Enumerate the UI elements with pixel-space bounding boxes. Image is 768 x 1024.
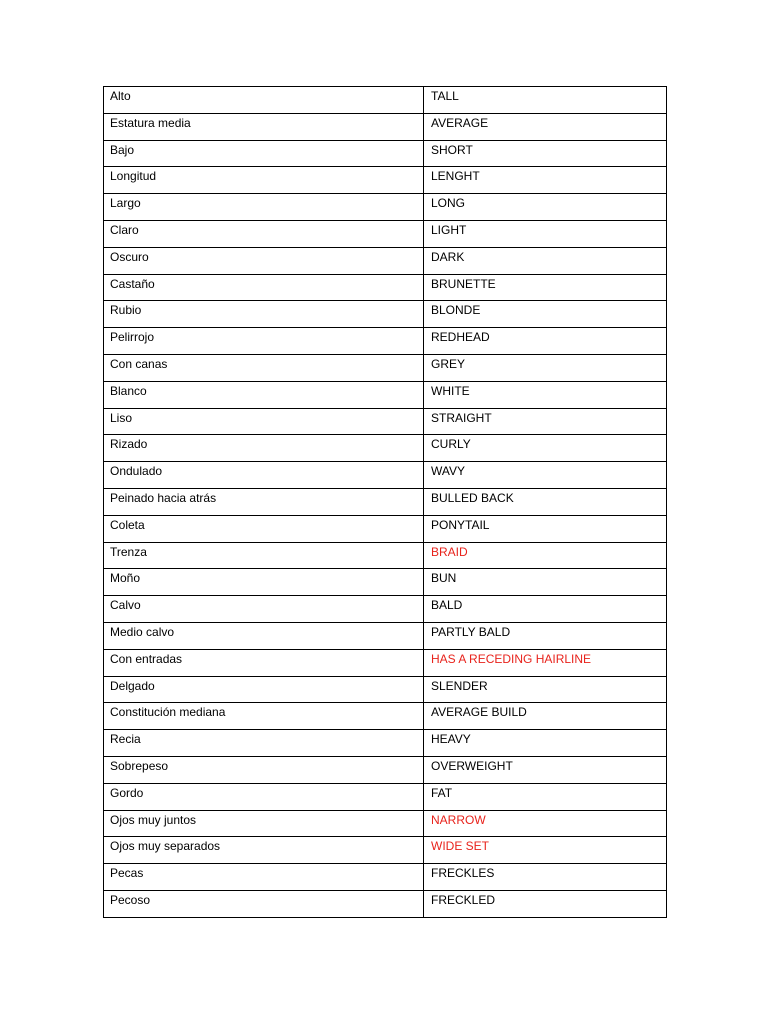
table-row <box>104 515 667 542</box>
english-term-cell: PARTLY BALD <box>424 622 667 649</box>
english-term-cell: WAVY <box>424 462 667 489</box>
english-term-cell: REDHEAD <box>424 328 667 355</box>
english-term-cell: FAT <box>424 783 667 810</box>
english-term-cell: AVERAGE BUILD <box>424 703 667 730</box>
spanish-term-cell: Alto <box>104 87 424 114</box>
table-row <box>104 596 667 623</box>
english-term-cell: LIGHT <box>424 220 667 247</box>
spanish-term-cell: Moño <box>104 569 424 596</box>
spanish-term-cell: Liso <box>104 408 424 435</box>
vocabulary-table-body <box>104 87 667 918</box>
spanish-term-cell: Castaño <box>104 274 424 301</box>
table-row <box>104 462 667 489</box>
spanish-term-cell: Delgado <box>104 676 424 703</box>
spanish-term-cell: Constitución mediana <box>104 703 424 730</box>
table-row <box>104 622 667 649</box>
english-term-cell: LENGHT <box>424 167 667 194</box>
english-term-cell: AVERAGE <box>424 113 667 140</box>
table-row <box>104 837 667 864</box>
spanish-term-cell: Con canas <box>104 354 424 381</box>
table-row <box>104 408 667 435</box>
table-row <box>104 649 667 676</box>
spanish-term-cell: Medio calvo <box>104 622 424 649</box>
english-term-cell: BLONDE <box>424 301 667 328</box>
table-row <box>104 328 667 355</box>
table-row <box>104 756 667 783</box>
table-row <box>104 435 667 462</box>
english-term-cell: STRAIGHT <box>424 408 667 435</box>
table-row <box>104 676 667 703</box>
spanish-term-cell: Ondulado <box>104 462 424 489</box>
vocabulary-table <box>103 86 667 918</box>
spanish-term-cell: Peinado hacia atrás <box>104 488 424 515</box>
english-term-cell: WIDE SET <box>424 837 667 864</box>
english-term-cell: BRAID <box>424 542 667 569</box>
spanish-term-cell: Estatura media <box>104 113 424 140</box>
spanish-term-cell: Bajo <box>104 140 424 167</box>
english-term-cell: DARK <box>424 247 667 274</box>
english-term-cell: BRUNETTE <box>424 274 667 301</box>
spanish-term-cell: Rubio <box>104 301 424 328</box>
table-row <box>104 730 667 757</box>
table-row <box>104 488 667 515</box>
spanish-term-cell: Ojos muy juntos <box>104 810 424 837</box>
spanish-term-cell: Blanco <box>104 381 424 408</box>
table-row <box>104 194 667 221</box>
english-term-cell: SHORT <box>424 140 667 167</box>
spanish-term-cell: Pelirrojo <box>104 328 424 355</box>
spanish-term-cell: Trenza <box>104 542 424 569</box>
table-row <box>104 87 667 114</box>
english-term-cell: BULLED BACK <box>424 488 667 515</box>
table-row <box>104 354 667 381</box>
table-row <box>104 247 667 274</box>
english-term-cell: PONYTAIL <box>424 515 667 542</box>
english-term-cell: GREY <box>424 354 667 381</box>
table-row <box>104 113 667 140</box>
english-term-cell: WHITE <box>424 381 667 408</box>
spanish-term-cell: Largo <box>104 194 424 221</box>
table-row <box>104 167 667 194</box>
spanish-term-cell: Pecoso <box>104 890 424 917</box>
spanish-term-cell: Con entradas <box>104 649 424 676</box>
spanish-term-cell: Recia <box>104 730 424 757</box>
table-row <box>104 274 667 301</box>
english-term-cell: HEAVY <box>424 730 667 757</box>
spanish-term-cell: Longitud <box>104 167 424 194</box>
spanish-term-cell: Oscuro <box>104 247 424 274</box>
english-term-cell: TALL <box>424 87 667 114</box>
table-row <box>104 569 667 596</box>
english-term-cell: BALD <box>424 596 667 623</box>
table-row <box>104 542 667 569</box>
table-row <box>104 810 667 837</box>
english-term-cell: HAS A RECEDING HAIRLINE <box>424 649 667 676</box>
spanish-term-cell: Coleta <box>104 515 424 542</box>
table-row <box>104 220 667 247</box>
english-term-cell: BUN <box>424 569 667 596</box>
english-term-cell: CURLY <box>424 435 667 462</box>
table-row <box>104 140 667 167</box>
english-term-cell: LONG <box>424 194 667 221</box>
spanish-term-cell: Sobrepeso <box>104 756 424 783</box>
english-term-cell: FRECKLES <box>424 864 667 891</box>
table-row <box>104 381 667 408</box>
english-term-cell: NARROW <box>424 810 667 837</box>
table-row <box>104 864 667 891</box>
table-row <box>104 301 667 328</box>
spanish-term-cell: Calvo <box>104 596 424 623</box>
english-term-cell: SLENDER <box>424 676 667 703</box>
table-row <box>104 890 667 917</box>
spanish-term-cell: Claro <box>104 220 424 247</box>
spanish-term-cell: Ojos muy separados <box>104 837 424 864</box>
table-row <box>104 783 667 810</box>
spanish-term-cell: Gordo <box>104 783 424 810</box>
english-term-cell: FRECKLED <box>424 890 667 917</box>
spanish-term-cell: Pecas <box>104 864 424 891</box>
english-term-cell: OVERWEIGHT <box>424 756 667 783</box>
spanish-term-cell: Rizado <box>104 435 424 462</box>
table-row <box>104 703 667 730</box>
